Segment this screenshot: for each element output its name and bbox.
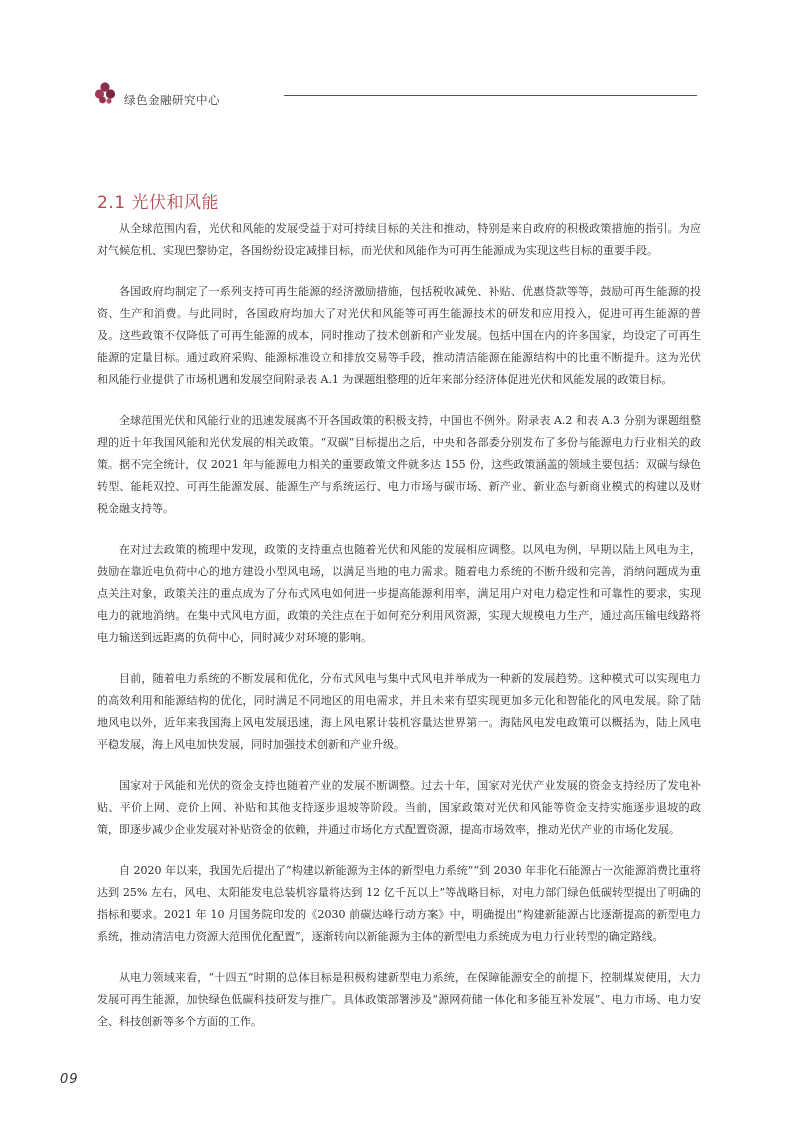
hexagon-cluster-logo-icon: [94, 82, 116, 104]
paragraph: 从全球范围内看，光伏和风能的发展受益于对可持续目标的关注和推动，特别是来自政府的积极政策措施的指引。为应对气候危机、实现巴黎协定，各国纷纷设定减排目标，而光伏和风能作为可再生能源成为实现这些目标的重要手段。: [97, 222, 701, 257]
paragraph: 从电力领域来看，“十四五”时期的总体目标是积极构建新型电力系统，在保障能源安全的前提下，控制煤炭使用，大力发展可再生能源，加快绿色低碳科技研发与推广。具体政策部署涉及“源网荷储一体化和多能互补发展”、电力市场、电力安全、科技创新等多个方面的工作。: [97, 971, 701, 1028]
header-divider: [284, 95, 697, 96]
paragraph: 自 2020 年以来，我国先后提出了“构建以新能源为主体的新型电力系统”“到 2030 年非化石能源占一次能源消费比重将达到 25% 左右，风电、太阳能发电总装机容量将达到 12 亿千瓦以上”等战略目标，对电力部门绿色低碳转型提出了明确的指标和要求。2021 年 10 月国务院印发的《2030 前碳达峰行动方案》中，明确提出“构建新能源占比逐渐提高的新型电力系统，推动清洁电力资源大范围优化配置”，逐渐转向以新能源为主体的新型电力系统成为电力行业转型的确定路线。: [97, 864, 701, 943]
section-title: 2.1 光伏和风能: [97, 193, 219, 213]
page-header: [94, 82, 697, 112]
paragraph: 国家对于风能和光伏的资金支持也随着产业的发展不断调整。过去十年，国家对光伏产业发展的资金支持经历了发电补贴、平价上网、竞价上网、补贴和其他支持逐步退坡等阶段。当前，国家政策对光伏和风能等资金支持实施逐步退坡的政策，即逐步减少企业发展对补贴资金的依赖，并通过市场化方式配置资源，提高市场效率，推动光伏产业的市场化发展。: [97, 779, 701, 836]
paragraph: 全球范围光伏和风能行业的迅速发展离不开各国政策的积极支持，中国也不例外。附录表 A.2 和表 A.3 分别为课题组整理的近十年我国风能和光伏发展的相关政策。“双碳”目标提出之后，中央和各部委分别发布了多份与能源电力行业相关的政策。据不完全统计，仅 2021 年与能源电力相关的重要政策文件就多达 155 份，这些政策涵盖的领域主要包括：双碳与绿色转型、能耗双控、可再生能源发展、能源生产与系统运行、电力市场与碳市场、新产业、新业态与新商业模式的构建以及财税金融支持等。: [97, 414, 701, 515]
body-text: [97, 218, 701, 1052]
paragraph: 各国政府均制定了一系列支持可再生能源的经济激励措施，包括税收减免、补贴、优惠贷款等等，鼓励可再生能源的投资、生产和消费。与此同时，各国政府均加大了对光伏和风能等可再生能源技术的研发和应用投入，促进可再生能源的普及。这些政策不仅降低了可再生能源的成本，同时推动了技术创新和产业发展。包括中国在内的许多国家，均设定了可再生能源的定量目标。通过政府采购、能源标准设立和排放交易等手段，推动清洁能源在能源结构中的比重不断提升。这为光伏和风能行业提供了市场机遇和发展空间附录表 A.1 为课题组整理的近年来部分经济体促进光伏和风能发展的政策目标。: [97, 285, 701, 386]
paragraph: 在对过去政策的梳理中发现，政策的支持重点也随着光伏和风能的发展相应调整。以风电为例，早期以陆上风电为主，鼓励在靠近电负荷中心的地方建设小型风电场，以满足当地的电力需求。随着电力系统的不断升级和完善，消纳问题成为重点关注对象，政策关注的重点成为了分布式风电如何进一步提高能源利用率，满足用户对电力稳定性和可靠性的要求，实现电力的就地消纳。在集中式风电方面，政策的关注点在于如何充分利用风资源，实现大规模电力生产，通过高压输电线路将电力输送到远距离的负荷中心，同时减少对环境的影响。: [97, 543, 701, 644]
paragraph: 目前，随着电力系统的不断发展和优化，分布式风电与集中式风电并举成为一种新的发展趋势。这种模式可以实现电力的高效利用和能源结构的优化，同时满足不同地区的用电需求，并且未来有望实现更加多元化和智能化的风电发展。除了陆地风电以外，近年来我国海上风电发展迅速，海上风电累计装机容量达世界第一。海陆风电发电政策可以概括为，陆上风电平稳发展，海上风电加快发展，同时加强技术创新和产业升级。: [97, 672, 701, 751]
brand-name: 绿色金融研究中心: [124, 93, 220, 107]
page-number: 09: [60, 1072, 79, 1087]
